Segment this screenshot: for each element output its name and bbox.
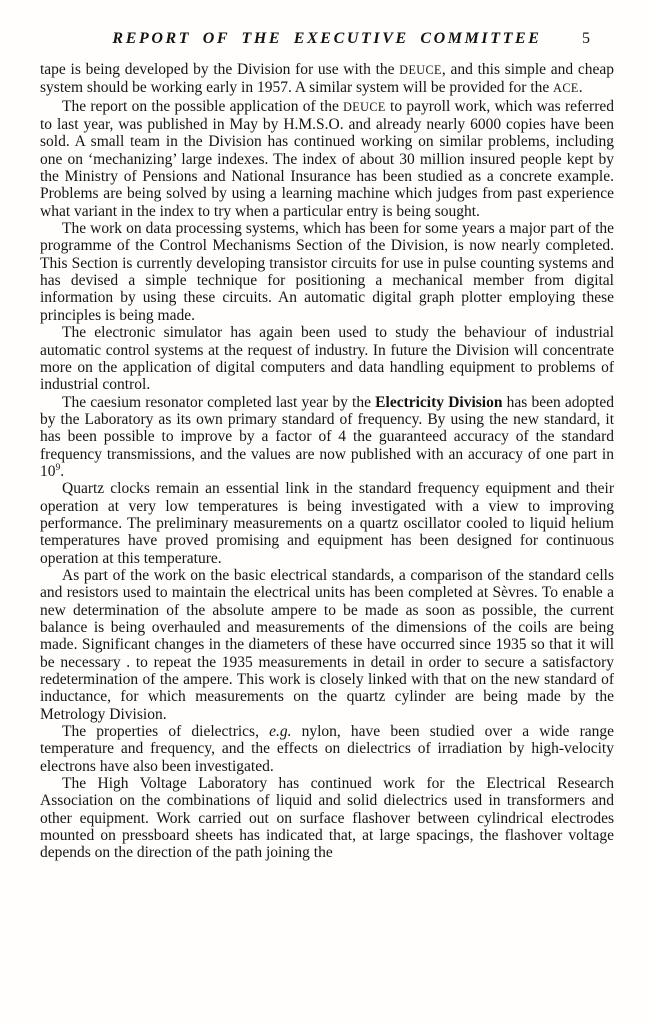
text-segment: The work on data processing systems, which has been for some years a major part of the programme of the Control Mechanisms Section of the Division, is now nearly completed. This Section is currently developing transistor circuits for use in pulse counting systems and has devised a simple technique for positioning a mechanical member from digital information by using these circuits. An automatic digital graph plotter employing these principles is being made. (40, 220, 614, 324)
text-segment: has been adopted by the Laboratory as its own primary standard of frequency. By using the new standard, it has been possible to improve by a factor of 4 the guaranteed accuracy of the standard frequency transmissions, and the values are now published with an accuracy of one part in 10 (40, 393, 614, 480)
text-segment: . (60, 462, 65, 480)
text-segment-smallcaps: DEUCE (399, 63, 442, 77)
paragraph (40, 567, 614, 723)
text-segment-smallcaps: DEUCE (343, 99, 386, 114)
text-segment: nylon, have been studied over a wide range temperature and frequency, and the effects on dielectrics of irradiation by high-velocity electrons have also been investigated. (40, 723, 614, 775)
body-text (40, 61, 614, 862)
paragraph (40, 98, 614, 220)
paragraph (40, 61, 614, 98)
text-segment: to payroll work, which was referred to last year, was published in May by H.M.S.O. and already nearly 6000 copies have been sold. A small team in the Division has continued working on similar problems, including one on ‘mechanizing’ large indexes. The index of about 30 million insured people kept by the Ministry of Pensions and National Insurance has been studied as a concrete example. Problems are being solved by using a learning machine which judges from past experience what variant in the index to try when a particular entry is being sought. (40, 97, 615, 220)
page-number: 5 (582, 30, 590, 47)
running-header-title: REPORT OF THE EXECUTIVE COMMITTEE (112, 30, 542, 47)
text-segment: As part of the work on the basic electrical standards, a comparison of the standard cells and resistors used to maintain the electrical units has been completed at Sèvres. To enable a new determination of the absolute ampere to be made as soon as possible, the current balance is being overhauled and measurements of the dimensions of the coils are being made. Significant changes in the diameters of these have occurred since 1935 so that it will be necessary . to repeat the 1935 measurements in detail in order to secure a satisfactory redetermination of the ampere. This work is closely linked with that on the new standard of inductance, for which measurements on the quartz cylinder are being made by the Metrology Division. (40, 566, 614, 723)
text-segment-smallcaps: ACE (553, 81, 579, 96)
text-segment: , and this simple and cheap system should be working early in 1957. A similar system will be provided for the (40, 61, 615, 97)
paragraph (40, 723, 614, 775)
text-segment-italic: e.g. (269, 723, 292, 741)
paragraph (40, 480, 614, 567)
paragraph (40, 324, 614, 393)
paragraph (40, 775, 614, 862)
text-segment: The caesium resonator completed last year by the (62, 393, 376, 411)
text-segment: tape is being developed by the Division for use with the (40, 61, 400, 78)
paragraph (40, 394, 614, 481)
text-segment-bold: Electricity Division (375, 393, 503, 411)
text-segment: Quartz clocks remain an essential link in the standard frequency equipment and their operation at very low temperatures is being investigated with a view to improving performance. The preliminary measurements on a quartz oscillator cooled to liquid helium temperatures have proved promising and equipment has been designed for continuous operation at this temperature. (40, 480, 614, 567)
text-segment: The properties of dielectrics, (62, 723, 270, 741)
text-segment: The High Voltage Laboratory has continued work for the Electrical Research Association on the combinations of liquid and solid dielectrics used in transformers and other equipment. Work carried out on surface flashover between cylindrical electrodes mounted on pressboard sheets has indicated that, at large spacings, the flashover voltage depends on the direction of the path joining the (40, 775, 614, 862)
running-header (40, 30, 614, 52)
text-segment: . (578, 79, 583, 97)
text-segment-sup: 9 (55, 461, 61, 473)
paragraph (40, 220, 614, 324)
text-segment: The electronic simulator has again been used to study the behaviour of industrial automatic control systems at the request of industry. In future the Division will concentrate more on the application of digital computers and data handling equipment to problems of industrial control. (40, 324, 614, 394)
text-segment: The report on the possible application of the (62, 97, 344, 115)
